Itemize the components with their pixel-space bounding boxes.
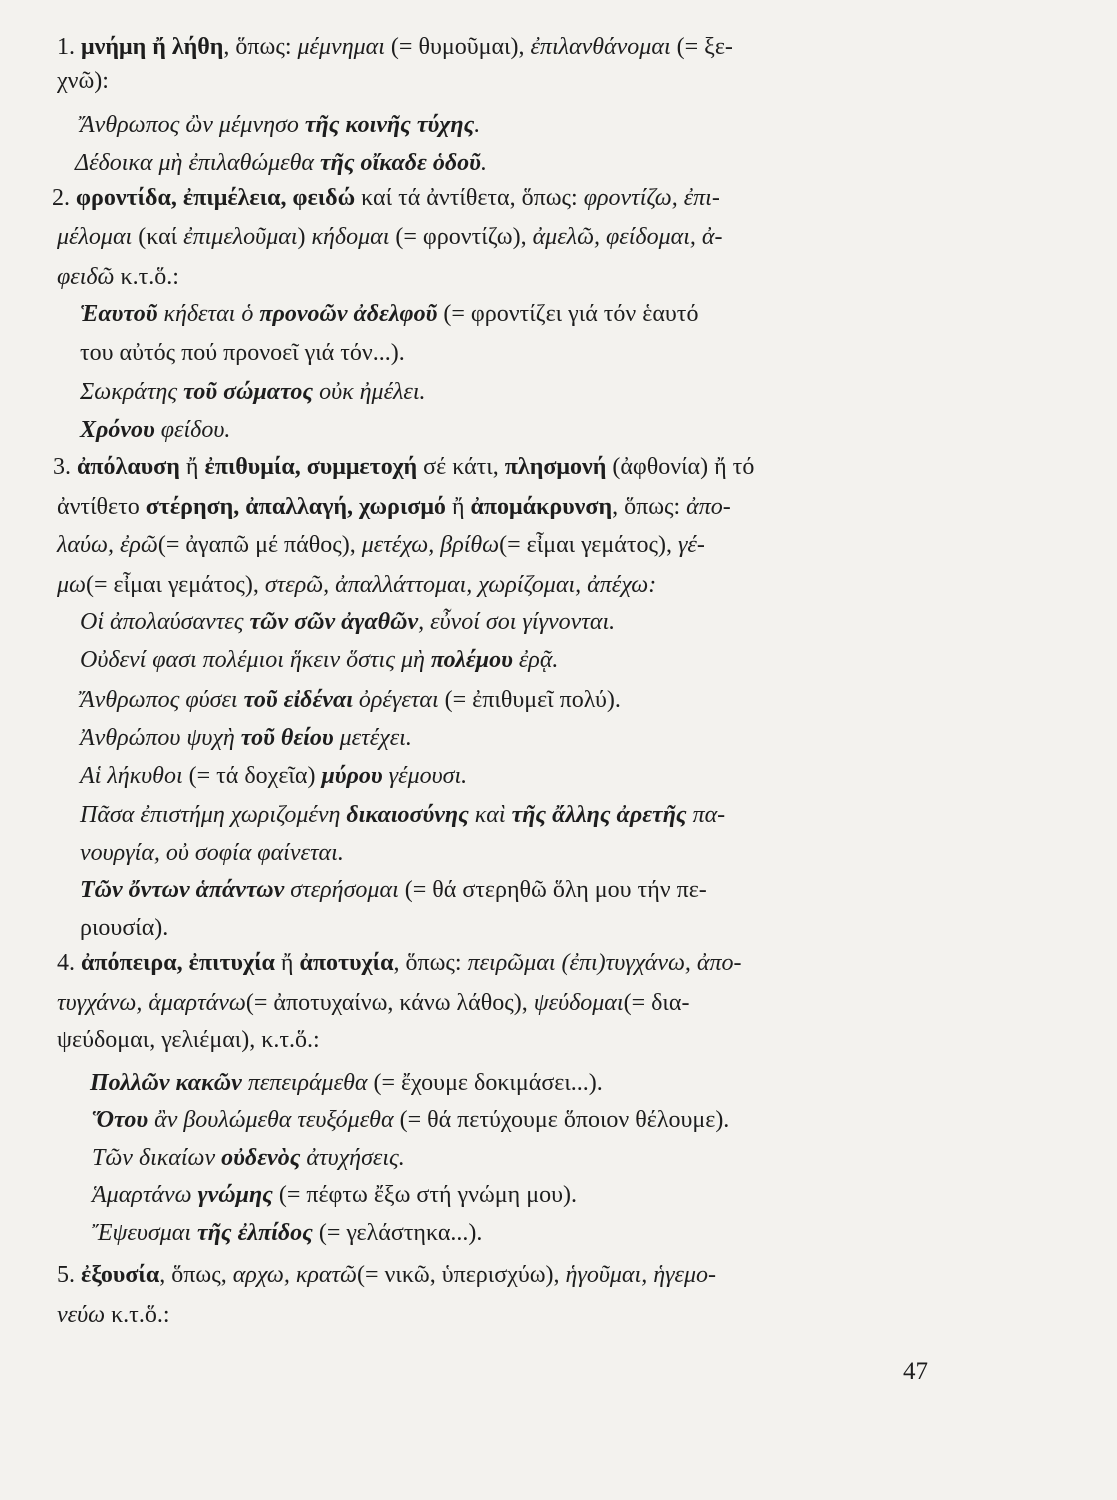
text-line [92, 1218, 482, 1248]
text-line [57, 570, 656, 600]
text-line [57, 1300, 169, 1330]
text-line [57, 66, 109, 96]
text-run: ἐπιθυμία, συμμετοχή [204, 454, 418, 480]
text-line [57, 222, 722, 252]
text-line [92, 1105, 729, 1135]
text-run: Δέδοικα μὴ ἐπιλαθώμεθα [75, 150, 321, 176]
text-run: Πᾶσα ἐπιστήμη χωριζομένη [80, 802, 347, 828]
text-run: του αὐτός πού προνοεῖ γιά τόν...). [80, 340, 405, 366]
text-run: Ὅτου [92, 1107, 149, 1133]
text-run: (= ἀγαπῶ μέ πάθος), [157, 532, 362, 558]
text-line [80, 685, 621, 715]
text-run: (= εἶμαι γεμάτος), [499, 532, 678, 558]
text-run: γνώμης [197, 1182, 273, 1208]
text-run: ἐπιλανθάνομαι [530, 34, 671, 60]
text-run: Χρόνου [80, 417, 155, 443]
text-run: οὐδενὸς [221, 1145, 301, 1171]
text-run: Ἑαυτοῦ [80, 301, 158, 327]
text-run: τοῦ εἰδέναι [243, 687, 353, 713]
text-run: μέμνημαι [297, 34, 385, 60]
page-number: 47 [903, 1358, 928, 1385]
text-run: (= φροντίζω), [389, 224, 533, 250]
text-line [80, 875, 707, 905]
text-run: (= δια- [623, 990, 690, 1016]
text-run: πεπειράμεθα [241, 1070, 374, 1096]
text-run: ὀρέγεται [352, 687, 445, 713]
text-line [75, 148, 487, 178]
text-run: 1. [57, 34, 81, 60]
text-run: (= νικῶ, ὑπερισχύω), [357, 1262, 566, 1288]
text-run: ἐρᾷ. [512, 647, 559, 673]
text-line [53, 452, 754, 482]
text-run: κήδομαι [311, 224, 390, 250]
text-line [57, 530, 705, 560]
text-run: Τῶν δικαίων [92, 1145, 222, 1171]
text-run: (= ἔχουμε δοκιμάσει...). [373, 1070, 603, 1096]
text-run: γέμουσι. [382, 763, 468, 789]
text-line [57, 492, 731, 522]
text-run: ψεύδομαι, γελιέμαι), κ.τ.ὅ.: [57, 1027, 320, 1053]
text-run: μέλομαι [57, 224, 133, 250]
text-run: ἀπο- [686, 494, 731, 520]
text-run: στερήσομαι [284, 877, 405, 903]
text-run: (= θυμοῦμαι), [384, 34, 531, 60]
text-run: 3. [53, 454, 77, 480]
text-run: φειδῶ [57, 264, 115, 290]
text-run: . [474, 112, 481, 138]
text-run: (= εἶμαι γεμάτος), [86, 572, 265, 598]
text-line [80, 913, 168, 943]
text-line [57, 1260, 716, 1290]
text-run: σέ κάτι, [417, 454, 505, 480]
text-run: ἤ [274, 950, 300, 976]
text-run: μνήμη ἤ λήθη [81, 34, 224, 60]
text-run: τῆς κοινῆς τύχης [304, 112, 475, 138]
text-run: . [480, 150, 487, 176]
text-line [92, 1143, 405, 1173]
text-run: κ.τ.ὅ.: [105, 1302, 170, 1328]
text-run: Οὐδενί φασι πολέμιοι ἥκειν ὅστις μὴ [80, 647, 431, 673]
text-run: χνῶ): [57, 68, 109, 94]
text-run: φείδου. [154, 417, 231, 443]
text-run: Τῶν ὄντων ἁπάντων [80, 877, 285, 903]
text-line [80, 338, 405, 368]
text-run: τοῦ σώματος [183, 379, 314, 405]
text-run: 4. [57, 950, 81, 976]
text-run: ἐπιμελοῦμαι [183, 224, 298, 250]
text-line [57, 32, 733, 62]
text-run: Οἱ ἀπολαύσαντες [80, 609, 250, 635]
text-line [80, 838, 344, 868]
text-run: τοῦ θείου [240, 725, 334, 751]
text-run: (= ἐπιθυμεῖ πολύ). [444, 687, 621, 713]
text-run: ἀποτυχία [299, 950, 394, 976]
text-run: μετέχω, βρίθω [361, 532, 500, 558]
text-run: φροντίδα, ἐπιμέλεια, φειδώ [76, 185, 356, 211]
text-run: (ἀφθονία) ἤ τό [606, 454, 755, 480]
text-run: (= τά δοχεῖα) [188, 763, 322, 789]
text-run: , ὅπως: [223, 34, 298, 60]
text-run: 5. [57, 1262, 81, 1288]
text-run: τῶν σῶν ἀγαθῶν [249, 609, 419, 635]
text-line [90, 1068, 603, 1098]
text-line [80, 607, 615, 637]
text-run: μετέχει. [333, 725, 412, 751]
text-run: Ἄνθρωπος ὢν μέμνησο [80, 112, 305, 138]
text-run: (= γελάστηκα...). [312, 1220, 483, 1246]
text-run: πλησμονή [504, 454, 607, 480]
text-run: (καί [132, 224, 184, 250]
text-run: στερῶ, ἀπαλλάττομαι, χωρίζομαι, ἀπέχω: [264, 572, 657, 598]
text-run: ἀπόπειρα, ἐπιτυχία [81, 950, 275, 976]
text-run: αρχω, κρατῶ [232, 1262, 357, 1288]
text-run: ἀπομάκρυνση [470, 494, 613, 520]
text-run: ριουσία). [80, 915, 169, 941]
text-run: , ὅπως: [612, 494, 687, 520]
text-line [52, 183, 720, 213]
text-run: ψεύδομαι [533, 990, 624, 1016]
text-run: στέρηση, ἀπαλλαγή, χωρισμό [145, 494, 446, 520]
text-run: 2. [52, 185, 76, 211]
text-line [57, 988, 689, 1018]
text-run: (= θά πετύχουμε ὅποιον θέλουμε). [399, 1107, 730, 1133]
text-run: ἀτυχήσεις. [300, 1145, 405, 1171]
text-run: προνοῶν ἀδελφοῦ [259, 301, 438, 327]
text-run: δικαιοσύνης [346, 802, 469, 828]
text-line [80, 800, 725, 830]
text-run: (= ἀποτυχαίνω, κάνω λάθος), [245, 990, 534, 1016]
text-line [80, 723, 412, 753]
text-run: φροντίζω, ἐπι- [583, 185, 720, 211]
text-run: , εὖνοί σοι γίγνονται. [418, 609, 616, 635]
text-run: (= θά στερηθῶ ὅλη μου τήν πε- [404, 877, 707, 903]
text-run: οὐκ ἠμέλει. [313, 379, 426, 405]
text-run: (= φροντίζει γιά τόν ἑαυτό [437, 301, 699, 327]
text-run: καί τά ἀντίθετα, ὅπως: [355, 185, 584, 211]
text-run: ἂν βουλώμεθα τευξόμεθα [148, 1107, 400, 1133]
text-run: Ἀνθρώπου ψυχὴ [80, 725, 241, 751]
text-run: (= ξε- [670, 34, 733, 60]
text-run: Σωκράτης [80, 379, 184, 405]
text-run: κήδεται ὁ [157, 301, 260, 327]
text-run: ἤ [445, 494, 471, 520]
text-line [57, 1025, 320, 1055]
text-run: πα- [686, 802, 726, 828]
text-run: ἡγοῦμαι, ἡγεμο- [565, 1262, 717, 1288]
text-run: , ὅπως, [159, 1262, 233, 1288]
text-run: Ἁμαρτάνω [92, 1182, 198, 1208]
text-run: τῆς ἄλλης ἀρετῆς [511, 802, 687, 828]
text-run: γέ- [677, 532, 705, 558]
text-run: τῆς ἐλπίδος [197, 1220, 313, 1246]
text-run: νεύω [57, 1302, 106, 1328]
text-line [92, 1180, 577, 1210]
text-run: τυγχάνω, ἁμαρτάνω [57, 990, 246, 1016]
text-line [80, 761, 467, 791]
text-run: ἤ [179, 454, 205, 480]
text-run: πειρῶμαι (ἐπι)τυγχάνω, ἀπο- [467, 950, 742, 976]
text-run: τῆς οἴκαδε ὁδοῦ [320, 150, 481, 176]
text-run: Ἔψευσμαι [92, 1220, 198, 1246]
text-run: μω [57, 572, 86, 598]
text-line [80, 110, 480, 140]
text-run: (= πέφτω ἔξω στή γνώμη μου). [272, 1182, 577, 1208]
text-line [80, 645, 558, 675]
text-line [80, 299, 698, 329]
text-run: νουργία, οὐ σοφία φαίνεται. [80, 840, 344, 866]
text-run: καὶ [468, 802, 512, 828]
text-run: Πολλῶν κακῶν [90, 1070, 242, 1096]
text-run: Ἄνθρωπος φύσει [80, 687, 244, 713]
text-run: Αἱ λήκυθοι [80, 763, 189, 789]
text-run: ἐξουσία [81, 1262, 160, 1288]
text-run: , ὅπως: [393, 950, 468, 976]
text-line [80, 415, 230, 445]
text-run: λαύω, ἐρῶ [57, 532, 158, 558]
text-run: μύρου [321, 763, 383, 789]
text-run: ἀπόλαυση [77, 454, 180, 480]
text-run: ) [297, 224, 312, 250]
text-run: πολέμου [430, 647, 513, 673]
text-line [57, 262, 179, 292]
text-run: ἀμελῶ, φείδομαι, ἀ- [532, 224, 723, 250]
text-run: ἀντίθετο [57, 494, 146, 520]
text-line [57, 948, 742, 978]
text-run: κ.τ.ὅ.: [114, 264, 179, 290]
text-line [80, 377, 426, 407]
